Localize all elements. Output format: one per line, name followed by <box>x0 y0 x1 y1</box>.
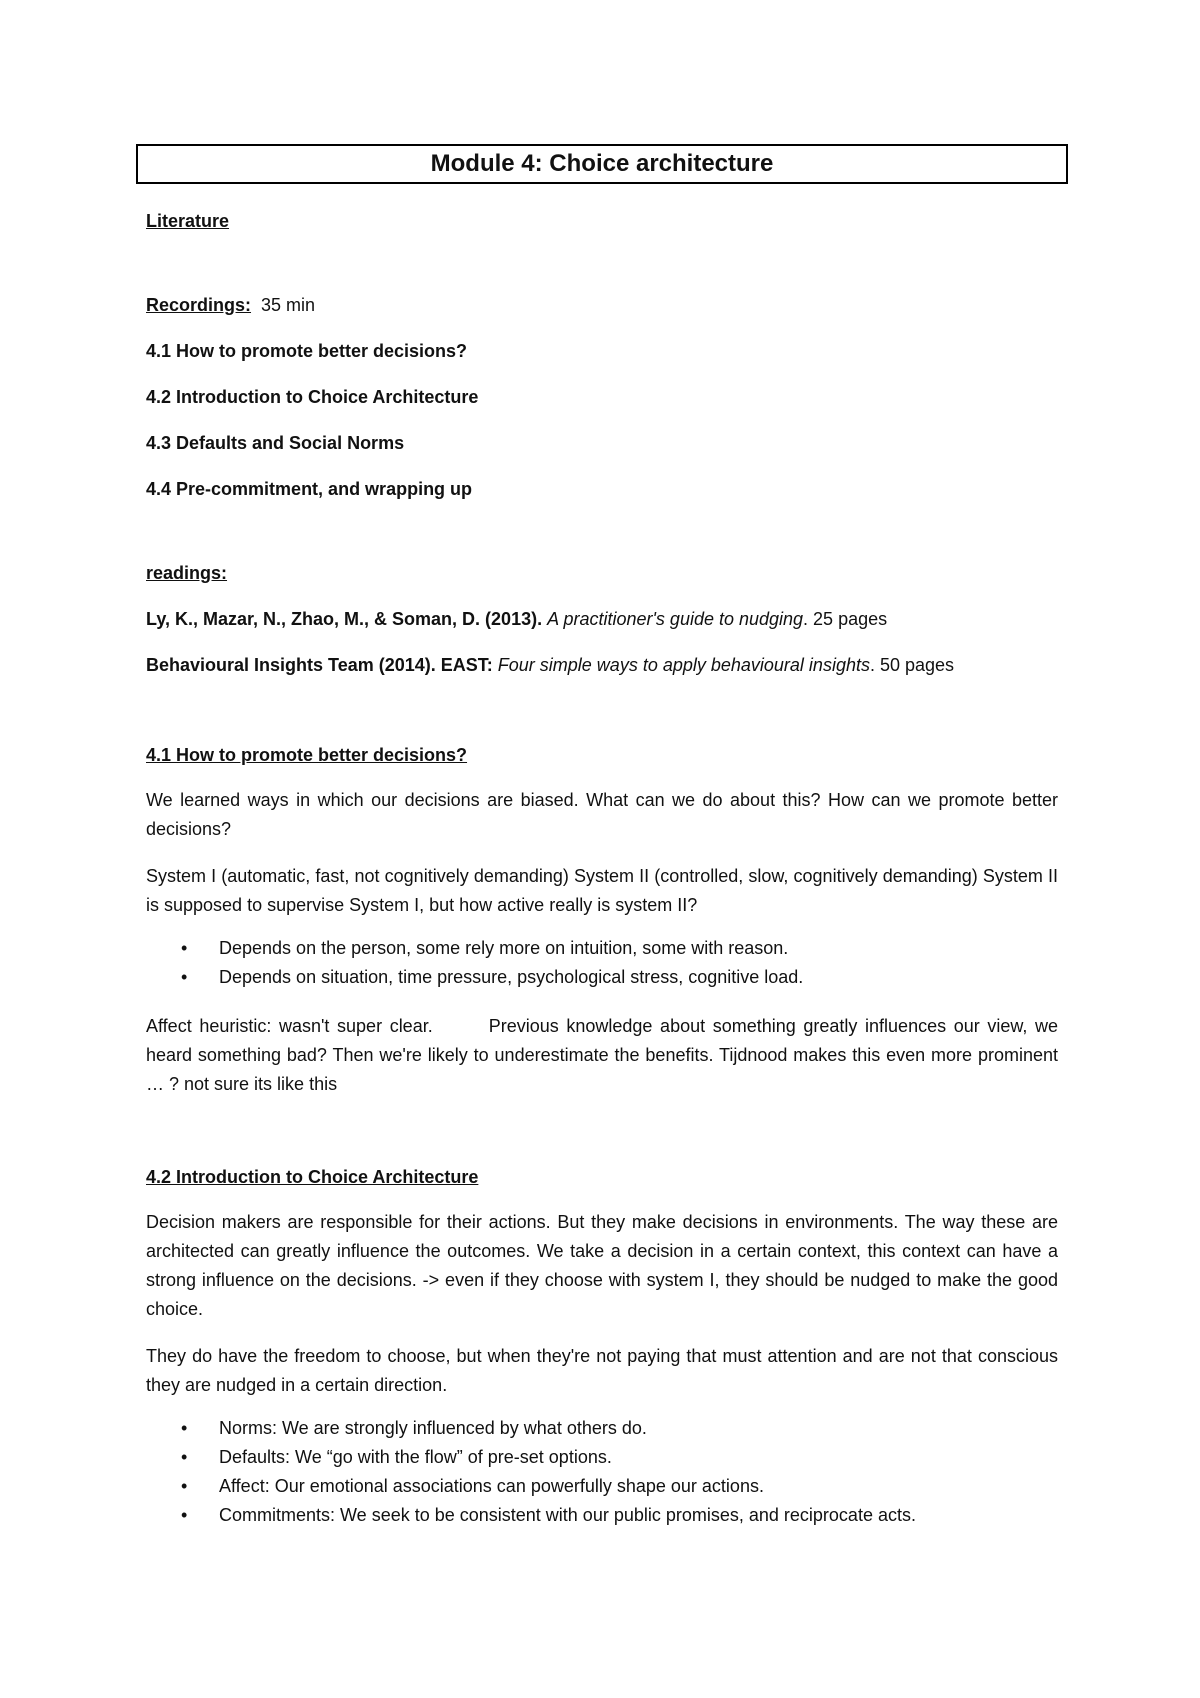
list-item: • Affect: Our emotional associations can powerfully shape our actions. <box>146 1472 1058 1501</box>
reading-title: Four simple ways to apply behavioural insights <box>497 655 870 675</box>
section1-paragraph: System I (automatic, fast, not cognitively demanding) System II (controlled, slow, cognitively demanding) System II is supposed to supervise System I, but how active really is system II? <box>146 866 1058 915</box>
reading-item <box>146 605 1058 634</box>
recordings-line <box>146 291 1058 320</box>
reading-authors: Ly, K., Mazar, N., Zhao, M., & Soman, D. (2013). <box>146 609 543 629</box>
recording-item: 4.3 Defaults and Social Norms <box>146 433 405 453</box>
list-item: • Depends on situation, time pressure, psychological stress, cognitive load. <box>146 963 1058 992</box>
recordings-label: Recordings: <box>146 295 252 315</box>
affect-heuristic-text: Previous knowledge about something greatly influences our view, we heard something bad? Then we're likely to underestimate the benefits. Tijdnood makes this even more prominent … ? not sure its like this <box>146 1016 1058 1094</box>
reading-title: A practitioner's guide to nudging <box>547 609 804 629</box>
section1-bullet-list <box>146 934 1058 992</box>
recordings-value: 35 min <box>261 295 316 315</box>
list-item: • Norms: We are strongly influenced by what others do. <box>146 1414 1058 1443</box>
reading-pages: . 50 pages <box>869 655 955 675</box>
list-item: • Commitments: We seek to be consistent with our public promises, and reciprocate acts. <box>146 1501 1058 1530</box>
section2-bullet-list <box>146 1414 1058 1530</box>
page-title: Module 4: Choice architecture <box>430 150 774 177</box>
section1-paragraph <box>146 1012 1058 1099</box>
affect-heuristic-note: Affect heuristic: wasn't super clear. <box>146 1016 433 1036</box>
section1-paragraph: We learned ways in which our decisions are biased. What can we do about this? How can we promote better decisions? <box>146 790 1058 839</box>
literature-heading: Literature <box>146 211 230 231</box>
recording-item: 4.4 Pre-commitment, and wrapping up <box>146 479 473 499</box>
recording-item: 4.1 How to promote better decisions? <box>146 341 468 361</box>
recording-item: 4.2 Introduction to Choice Architecture <box>146 387 479 407</box>
reading-authors: Behavioural Insights Team (2014). EAST: <box>146 655 493 675</box>
section2-paragraph: Decision makers are responsible for their actions. But they make decisions in environments. The way these are architected can greatly influence the outcomes. We take a decision in a certain context, this context can have a strong influence on the decisions. -> even if they choose with system I, they should be nudged to make the good choice. <box>146 1212 1058 1319</box>
list-item: • Depends on the person, some rely more on intuition, some with reason. <box>146 934 1058 963</box>
reading-pages: . 25 pages <box>803 609 888 629</box>
list-item: • Defaults: We “go with the flow” of pre-set options. <box>146 1443 1058 1472</box>
readings-heading: readings: <box>146 563 228 583</box>
reading-item <box>146 651 1058 680</box>
section2-paragraph: They do have the freedom to choose, but when they're not paying that must attention and are not that conscious they are nudged in a certain direction. <box>146 1346 1058 1395</box>
section-heading-4-2: 4.2 Introduction to Choice Architecture <box>146 1167 479 1187</box>
title-box <box>136 144 1068 184</box>
section-heading-4-1: 4.1 How to promote better decisions? <box>146 745 468 765</box>
